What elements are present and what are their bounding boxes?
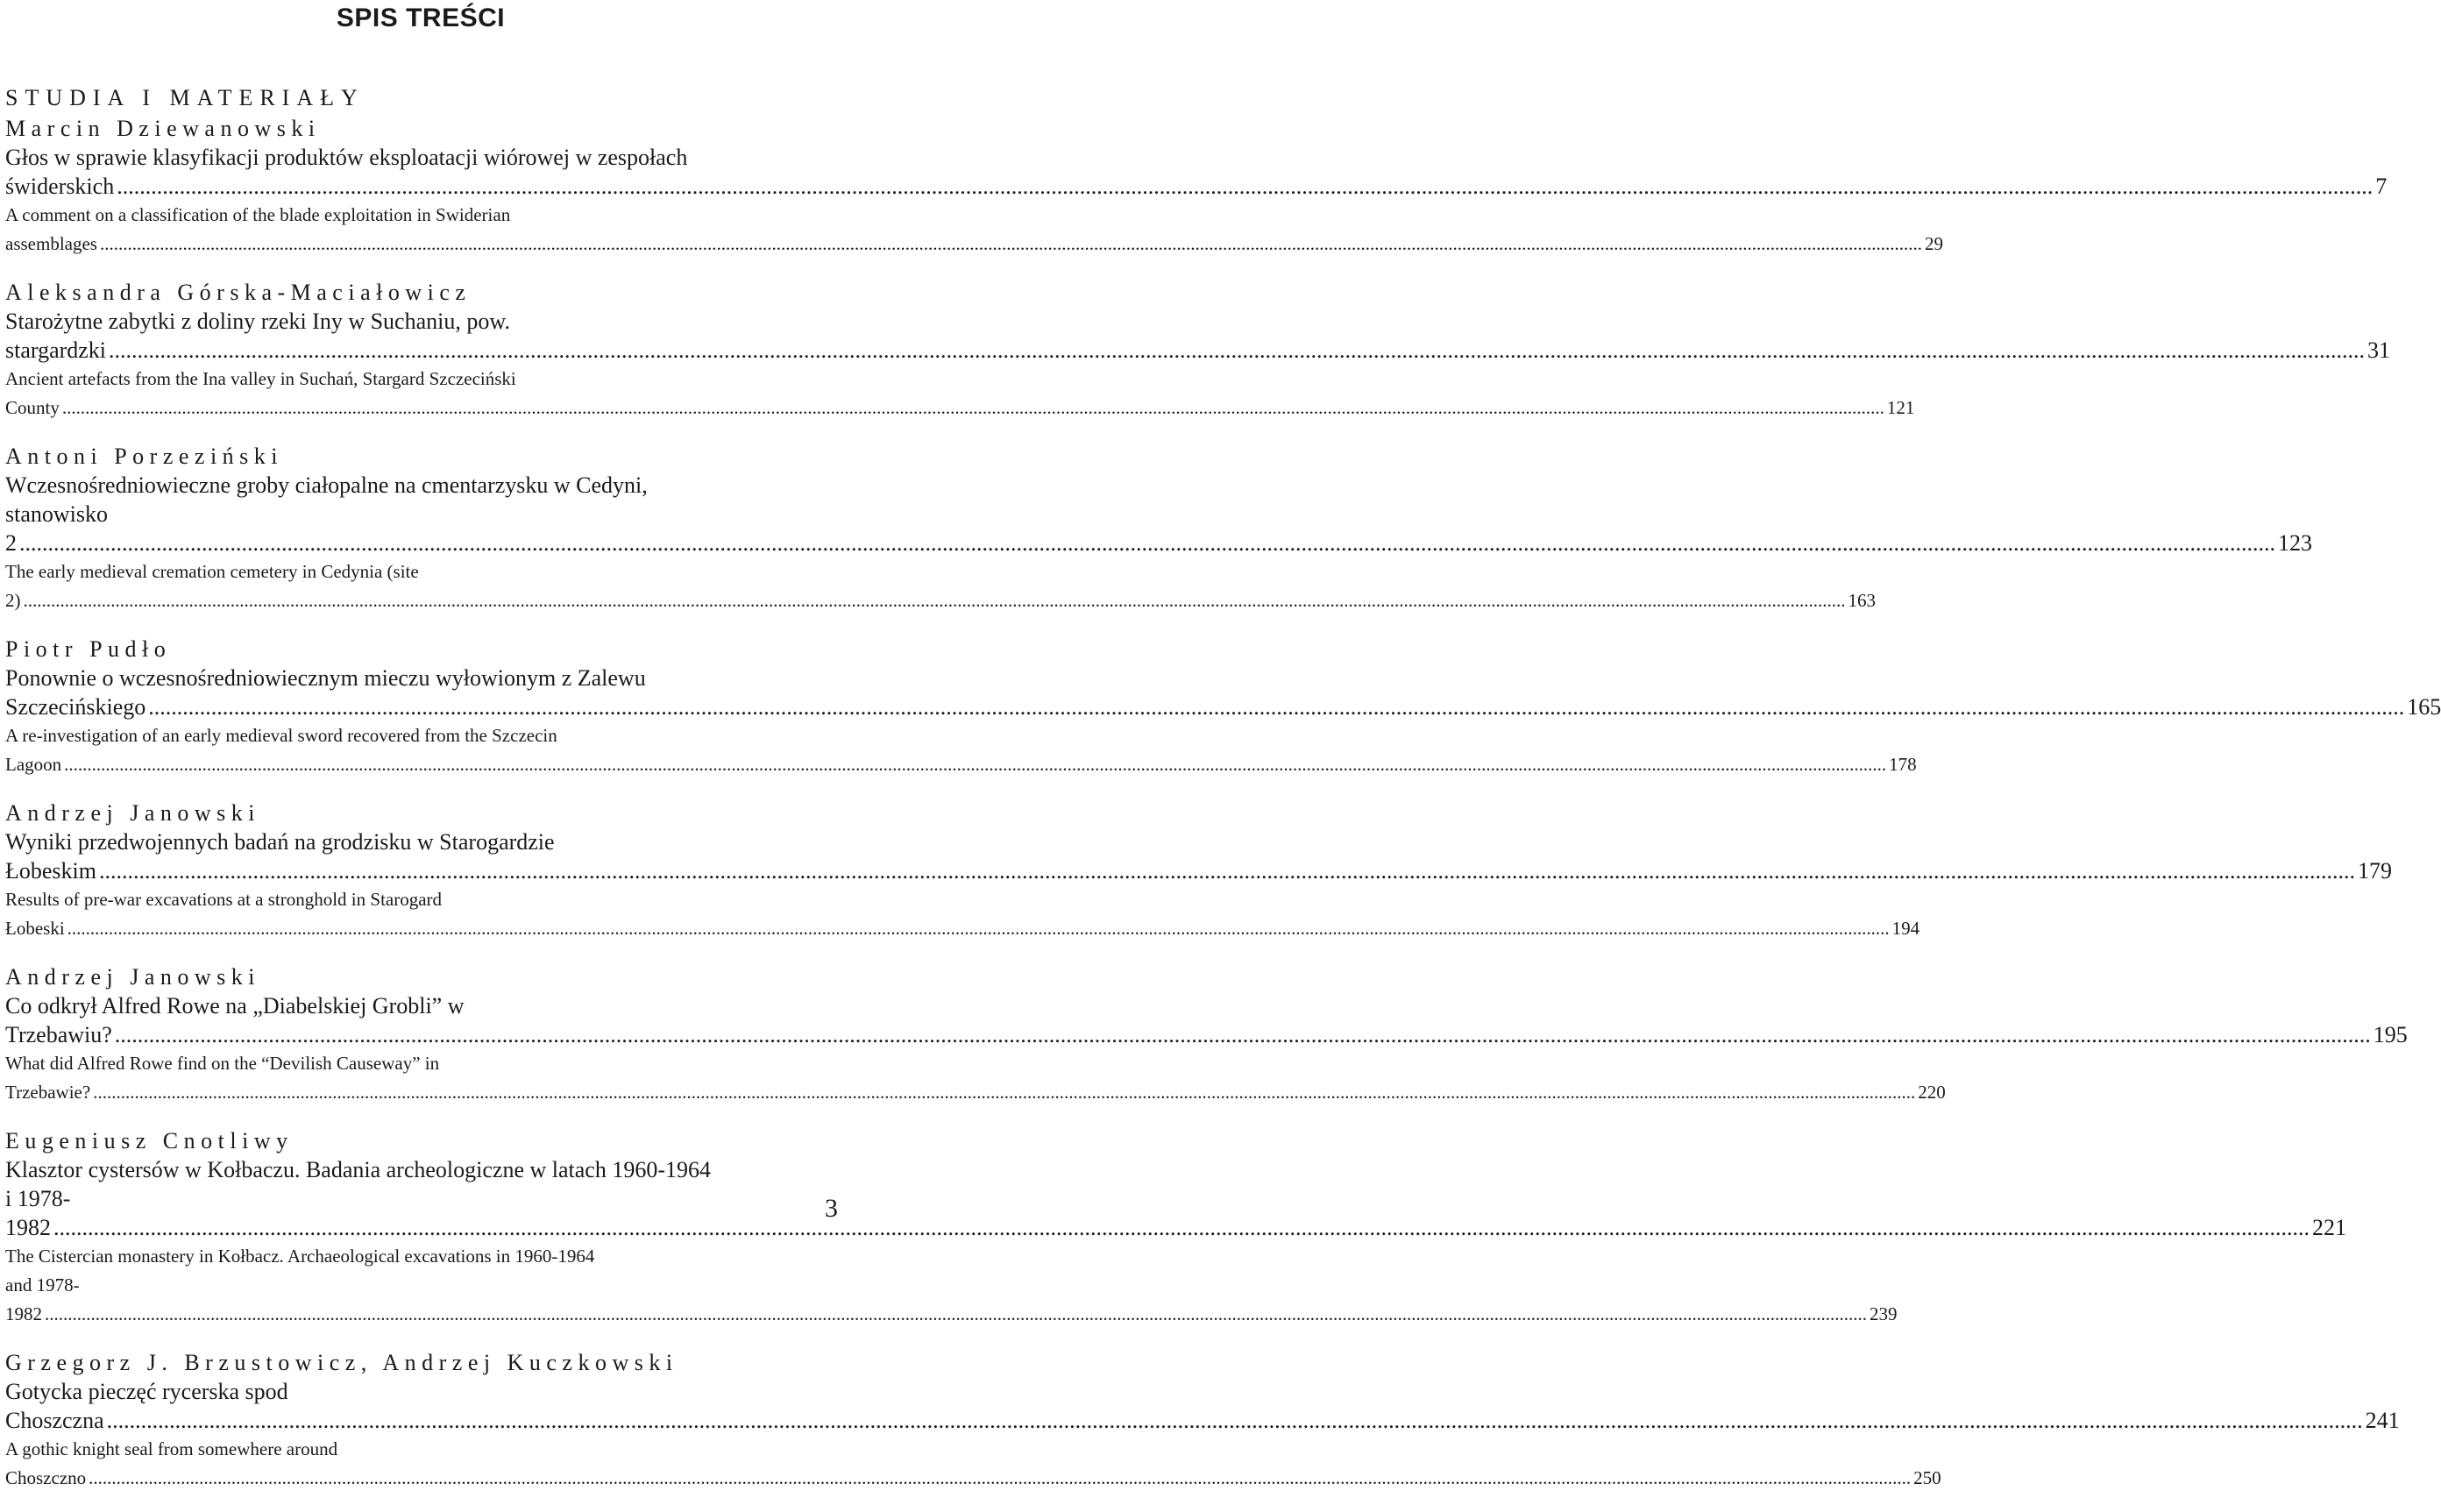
dot-leader [100, 233, 1922, 254]
entry-title-pl-row [5, 692, 2441, 721]
dot-leader [93, 1082, 1915, 1103]
entry-title-pl-row [5, 307, 2391, 365]
entry-title-en-line: The Cistercian monastery in Kołbacz. Archaeological excavations in 1960-1964 [5, 1246, 595, 1267]
dot-leader [67, 918, 1890, 939]
entry-author: Piotr Pudło [5, 636, 172, 662]
entry-title-pl-line: Wczesnośredniowieczne groby ciałopalne na cmentarzysku w Cedyni, [5, 472, 648, 498]
page-ref: 221 [2312, 1215, 2346, 1240]
entry-title-en-text: Results of pre-war excavations at a stronghold in Starogard Łobeski [5, 889, 443, 939]
entry-title-en-text: Ancient artefacts from the Ina valley in Suchań, Stargard Szczeciński County [5, 368, 516, 418]
entry-author: Eugeniusz Cnotliwy [5, 1128, 294, 1154]
page-ref: 29 [1924, 233, 1943, 254]
dot-leader [107, 1408, 2363, 1433]
dot-leader [45, 1303, 1867, 1324]
table-of-contents [5, 114, 2441, 1512]
page-ref: 250 [1913, 1467, 1941, 1488]
page-ref: 7 [2375, 174, 2388, 199]
page-ref: 241 [2365, 1408, 2400, 1433]
toc-entry [5, 114, 2388, 259]
toc-entry [5, 278, 2391, 422]
entry-title-pl-row [5, 1377, 2400, 1435]
entry-title-en-text: The early medieval cremation cemetery in Cedynia (site 2) [5, 561, 419, 611]
dot-leader [99, 858, 2355, 884]
page-ref: 31 [2367, 337, 2391, 363]
entry-author: Grzegorz J. Brzustowicz, Andrzej Kuczkowski [5, 1350, 678, 1375]
entry-title-pl-text: stanowisko 2 [5, 501, 108, 556]
toc-entry [5, 635, 2441, 779]
page-ref: 178 [1889, 754, 1917, 775]
entry-title-pl-text: Starożytne zabytki z doliny rzeki Iny w Suchaniu, pow. stargardzki [5, 309, 510, 363]
entry-title-en-row [5, 1435, 1941, 1493]
entry-title-pl-line: Ponownie o wczesnośredniowiecznym mieczu wyłowionym z Zalewu [5, 665, 646, 691]
entry-title-pl-line: Klasztor cystersów w Kołbaczu. Badania archeologiczne w latach 1960-1964 [5, 1157, 711, 1182]
dot-leader [62, 397, 1884, 418]
dot-leader [53, 1215, 2310, 1240]
dot-leader [24, 590, 1846, 611]
page-ref: 179 [2358, 858, 2392, 884]
entry-title-pl-text: Co odkrył Alfred Rowe na „Diabelskiej Grobli” w Trzebawiu? [5, 993, 465, 1047]
dot-leader [115, 1022, 2371, 1047]
entry-title-en-row [5, 365, 1915, 422]
entry-title-en-text: A gothic knight seal from somewhere around Choszczno [5, 1438, 338, 1488]
dot-leader [64, 754, 1886, 775]
entry-title-en-row [5, 885, 1920, 943]
entry-author: Antoni Porzeziński [5, 444, 284, 469]
entry-title-en-row [5, 557, 1876, 615]
entry-title-en-text: A re-investigation of an early medieval sword recovered from the Szczecin Lagoon [5, 725, 557, 775]
entry-title-pl-row [5, 1184, 2346, 1242]
page-ref: 121 [1886, 397, 1915, 418]
entry-title-pl-line: Głos w sprawie klasyfikacji produktów eksploatacji wiórowej w zespołach [5, 145, 688, 170]
entry-title-pl-row [5, 500, 2312, 557]
page-number: 3 [825, 1194, 838, 1223]
entry-title-en-text: and 1978-1982 [5, 1274, 80, 1324]
page-ref: 163 [1848, 590, 1876, 611]
page-title: SPIS TREŚCI [336, 4, 506, 32]
page-ref: 194 [1891, 918, 1920, 939]
entry-title-pl-row [5, 172, 2388, 201]
entry-author: Andrzej Janowski [5, 964, 261, 990]
dot-leader [89, 1467, 1911, 1488]
entry-title-en-row [5, 201, 1943, 259]
entry-title-pl-text: świderskich [5, 174, 115, 199]
page-ref: 220 [1918, 1082, 1946, 1103]
page-ref: 123 [2278, 530, 2312, 556]
page-ref: 165 [2407, 694, 2441, 720]
toc-entry [5, 442, 2312, 615]
entry-title-en-row [5, 1049, 1946, 1107]
entry-author: Marcin Dziewanowski [5, 116, 321, 141]
toc-entry [5, 799, 2392, 943]
entry-title-pl-text: Wyniki przedwojennych badań na grodzisku w Starogardzie Łobeskim [5, 829, 555, 884]
toc-entry [5, 962, 2408, 1107]
entry-title-pl-row [5, 991, 2408, 1049]
entry-title-en-row [5, 1271, 1898, 1329]
toc-entry [5, 1126, 2346, 1329]
dot-leader [109, 337, 2365, 363]
entry-author: Andrzej Janowski [5, 800, 261, 826]
dot-leader [148, 694, 2404, 720]
entry-title-pl-text: Gotycka pieczęć rycerska spod Choszczna [5, 1379, 288, 1433]
toc-entry [5, 1348, 2400, 1493]
dot-leader [19, 530, 2275, 556]
entry-title-pl-text: Szczecińskiego [5, 694, 146, 720]
entry-title-pl-text: i 1978-1982 [5, 1186, 71, 1240]
entry-title-pl-row [5, 827, 2392, 885]
entry-title-en-row [5, 721, 1917, 779]
dot-leader [117, 174, 2373, 199]
page-ref: 195 [2373, 1022, 2408, 1047]
entry-title-en-text: A comment on a classification of the blade exploitation in Swiderian assemblages [5, 204, 511, 254]
entry-title-en-text: What did Alfred Rowe find on the “Devilish Causeway” in Trzebawie? [5, 1053, 440, 1103]
page-ref: 239 [1870, 1303, 1898, 1324]
entry-author: Aleksandra Górska-Maciałowicz [5, 280, 472, 305]
section-heading: STUDIA I MATERIAŁY [5, 85, 365, 110]
